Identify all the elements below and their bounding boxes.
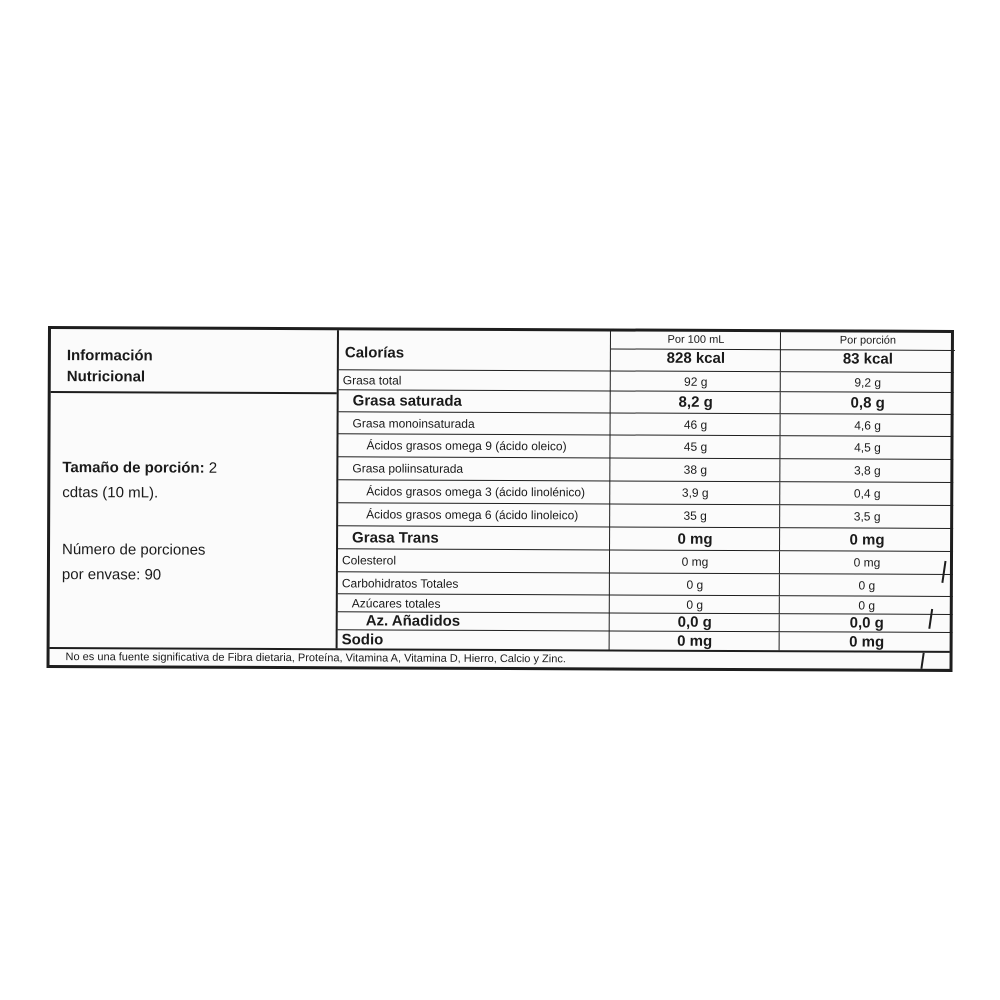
nutrient-per-100ml: 0 g xyxy=(609,595,780,613)
serving-size-value: 2 xyxy=(204,459,218,477)
col2-label: Por porción xyxy=(781,332,955,351)
serving-size-label: Tamaño de porción: xyxy=(62,459,205,477)
nutrient-per-serving: 0,0 g xyxy=(779,614,954,632)
nutrient-per-serving: 9,2 g xyxy=(780,372,955,392)
nutrient-per-100ml: 0 mg xyxy=(609,527,780,550)
nutrient-name: Ácidos grasos omega 3 (ácido linolénico) xyxy=(366,484,586,500)
nutrient-name: Azúcares totales xyxy=(351,595,441,611)
nutrient-name: Grasa saturada xyxy=(352,392,462,410)
portions-line-1: Número de porciones xyxy=(61,541,206,559)
nutrient-name: Grasa Trans xyxy=(352,528,439,547)
col1-calories: 828 kcal xyxy=(666,349,726,367)
table-row xyxy=(338,503,953,529)
nutrient-name: Grasa poliinsaturada xyxy=(352,461,464,476)
col1-header xyxy=(610,331,781,371)
nutrient-per-serving: 0 g xyxy=(779,574,954,596)
col2-calories: 83 kcal xyxy=(842,350,893,368)
nutrient-per-serving: 0,4 g xyxy=(779,482,954,505)
nutrient-per-100ml: 46 g xyxy=(610,413,781,435)
nutrient-name: Sodio xyxy=(341,630,384,648)
nutrient-per-serving: 0 mg xyxy=(779,528,954,551)
nutrient-per-serving: 3,8 g xyxy=(779,459,954,482)
serving-size-line-2: cdtas (10 mL). xyxy=(62,484,159,502)
calories-row xyxy=(339,330,954,373)
nutrient-per-serving: 0 mg xyxy=(779,632,954,651)
label-left-panel xyxy=(50,329,339,648)
nutrition-table xyxy=(338,330,954,651)
nutrient-per-serving: 4,6 g xyxy=(780,414,955,436)
nutrient-per-100ml: 3,9 g xyxy=(609,481,780,504)
table-row xyxy=(338,572,953,597)
table-row xyxy=(338,480,953,506)
nutrient-per-100ml: 92 g xyxy=(610,371,781,391)
nutrient-name: Grasa monoinsaturada xyxy=(352,415,475,431)
table-row xyxy=(338,457,953,483)
nutrient-per-serving: 0,8 g xyxy=(780,392,955,414)
calories-label: Calorías xyxy=(344,344,405,362)
table-row xyxy=(338,549,953,575)
table-row xyxy=(338,434,953,460)
portions-per-container xyxy=(62,537,312,588)
table-row xyxy=(339,412,954,437)
nutrient-per-serving: 4,5 g xyxy=(779,436,954,459)
portions-line-2: por envase: 90 xyxy=(61,566,162,584)
nutrient-name: Carbohidratos Totales xyxy=(341,575,459,591)
nutrient-name: Grasa total xyxy=(342,372,402,388)
col1-label: Por 100 mL xyxy=(611,331,781,350)
nutrient-per-100ml: 35 g xyxy=(609,504,780,527)
label-title xyxy=(51,329,337,394)
nutrition-label xyxy=(47,326,954,672)
serving-size xyxy=(62,455,312,506)
nutrient-per-100ml: 8,2 g xyxy=(610,391,781,413)
table-row xyxy=(338,526,953,552)
title-line-1: Información xyxy=(66,347,153,365)
col2-header xyxy=(780,332,955,372)
nutrient-per-100ml: 0 g xyxy=(609,573,780,595)
nutrient-name: Ácidos grasos omega 9 (ácido oleico) xyxy=(366,438,567,454)
nutrient-name: Az. Añadidos xyxy=(365,612,461,630)
nutrient-per-100ml: 0,0 g xyxy=(609,613,780,631)
nutrient-name: Colesterol xyxy=(341,553,397,568)
nutrient-per-serving: 0 g xyxy=(779,596,954,614)
title-line-2: Nutricional xyxy=(66,368,146,386)
nutrient-per-100ml: 0 mg xyxy=(609,550,780,573)
table-row xyxy=(339,370,954,393)
nutrient-per-100ml: 38 g xyxy=(609,458,780,481)
label-footnote: No es una fuente significativa de Fibra dietaria, Proteína, Vitamina A, Vitamina D, Hierro, Calcio y Zinc. xyxy=(50,647,950,669)
nutrient-per-100ml: 0 mg xyxy=(609,631,780,650)
nutrient-per-serving: 0 mg xyxy=(779,551,954,574)
nutrient-per-serving: 3,5 g xyxy=(779,505,954,528)
nutrient-per-100ml: 45 g xyxy=(609,435,780,458)
nutrient-name: Ácidos grasos omega 6 (ácido linoleico) xyxy=(366,507,579,523)
table-row xyxy=(339,390,954,415)
